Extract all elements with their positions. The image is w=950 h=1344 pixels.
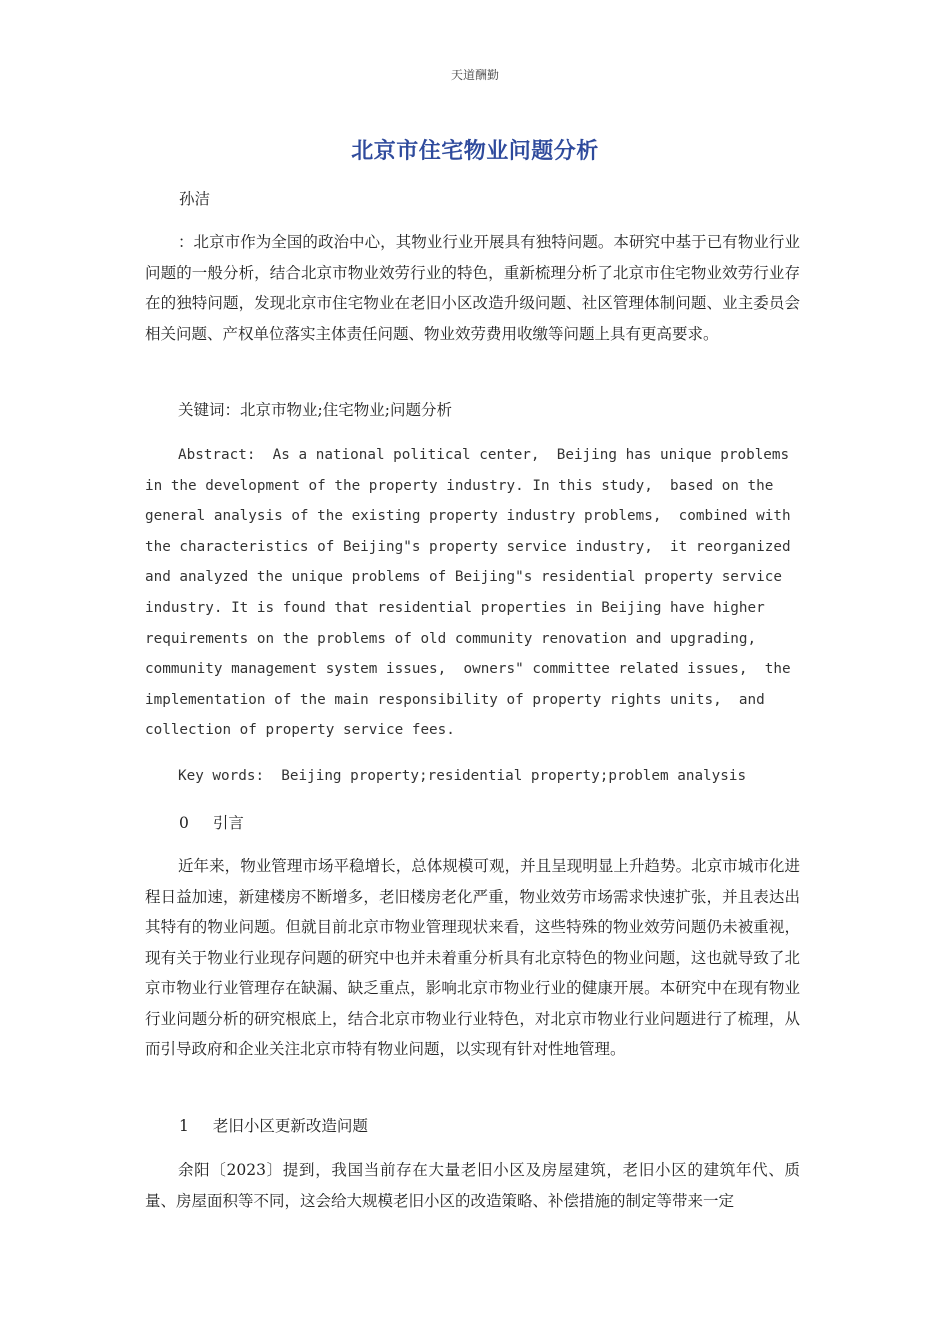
paper-title: 北京市住宅物业问题分析 bbox=[351, 139, 599, 164]
keywords-en: Key words: Beijing property;residential property;problem analysis bbox=[178, 768, 747, 784]
running-header: 天道酬勤 bbox=[450, 68, 499, 82]
keywords-cn: 关键词：北京市物业;住宅物业;问题分析 bbox=[178, 401, 452, 419]
author: 孙洁 bbox=[179, 190, 211, 208]
section-heading-0 bbox=[179, 811, 834, 833]
section-title: 引言 bbox=[212, 814, 244, 832]
section1-paragraph: 余阳〔2023〕提到，我国当前存在大量老旧小区及房屋建筑，老旧小区的建筑年代、质量、房屋面积等不同，这会给大规模老旧小区的改造策略、补偿措施的制定等带来一定 bbox=[145, 1161, 800, 1210]
section-heading-1 bbox=[179, 1114, 834, 1136]
section-title: 老旧小区更新改造问题 bbox=[212, 1117, 368, 1135]
abstract-en: Abstract: As a national political center, Beijing has unique problems in the development of the property industry. In this study, based on the general analysis of the existing property industry problems, combined with the characteristics of Beijing"s property service industry, it reorganized and analyzed the unique problems of Beijing"s residential property service industry. It is found that residential properties in Beijing have higher requirements on the problems of old community renovation and upgrading, community management system issues, owners" committee related issues, the implementation of the main responsibility of property rights units, and collection of property service fees. bbox=[145, 447, 800, 739]
section-number: 1 bbox=[179, 1117, 189, 1135]
abstract-cn: ：北京市作为全国的政治中心，其物业行业开展具有独特问题。本研究中基于已有物业行业问题的一般分析，结合北京市物业效劳行业的特色，重新梳理分析了北京市住宅物业效劳行业存在的独特问题，发现北京市住宅物业在老旧小区改造升级问题、社区管理体制问题、业主委员会相关问题、产权单位落实主体责任问题、物业效劳费用收缴等问题上具有更高要求。 bbox=[145, 233, 800, 343]
section-number: 0 bbox=[179, 814, 189, 832]
intro-paragraph: 近年来，物业管理市场平稳增长，总体规模可观，并且呈现明显上升趋势。北京市城市化进程日益加速，新建楼房不断增多，老旧楼房老化严重，物业效劳市场需求快速扩张，并且表达出其特有的物业问题。但就目前北京市物业管理现状来看，这些特殊的物业效劳问题仍未被重视，现有关于物业行业现存问题的研究中也并未着重分析具有北京特色的物业问题，这也就导致了北京市物业行业管理存在缺漏、缺乏重点，影响北京市物业行业的健康开展。本研究中在现有物业行业问题分析的研究根底上，结合北京市物业行业特色，对北京市物业行业问题进行了梳理，从而引导政府和企业关注北京市特有物业问题，以实现有针对性地管理。 bbox=[145, 857, 800, 1058]
